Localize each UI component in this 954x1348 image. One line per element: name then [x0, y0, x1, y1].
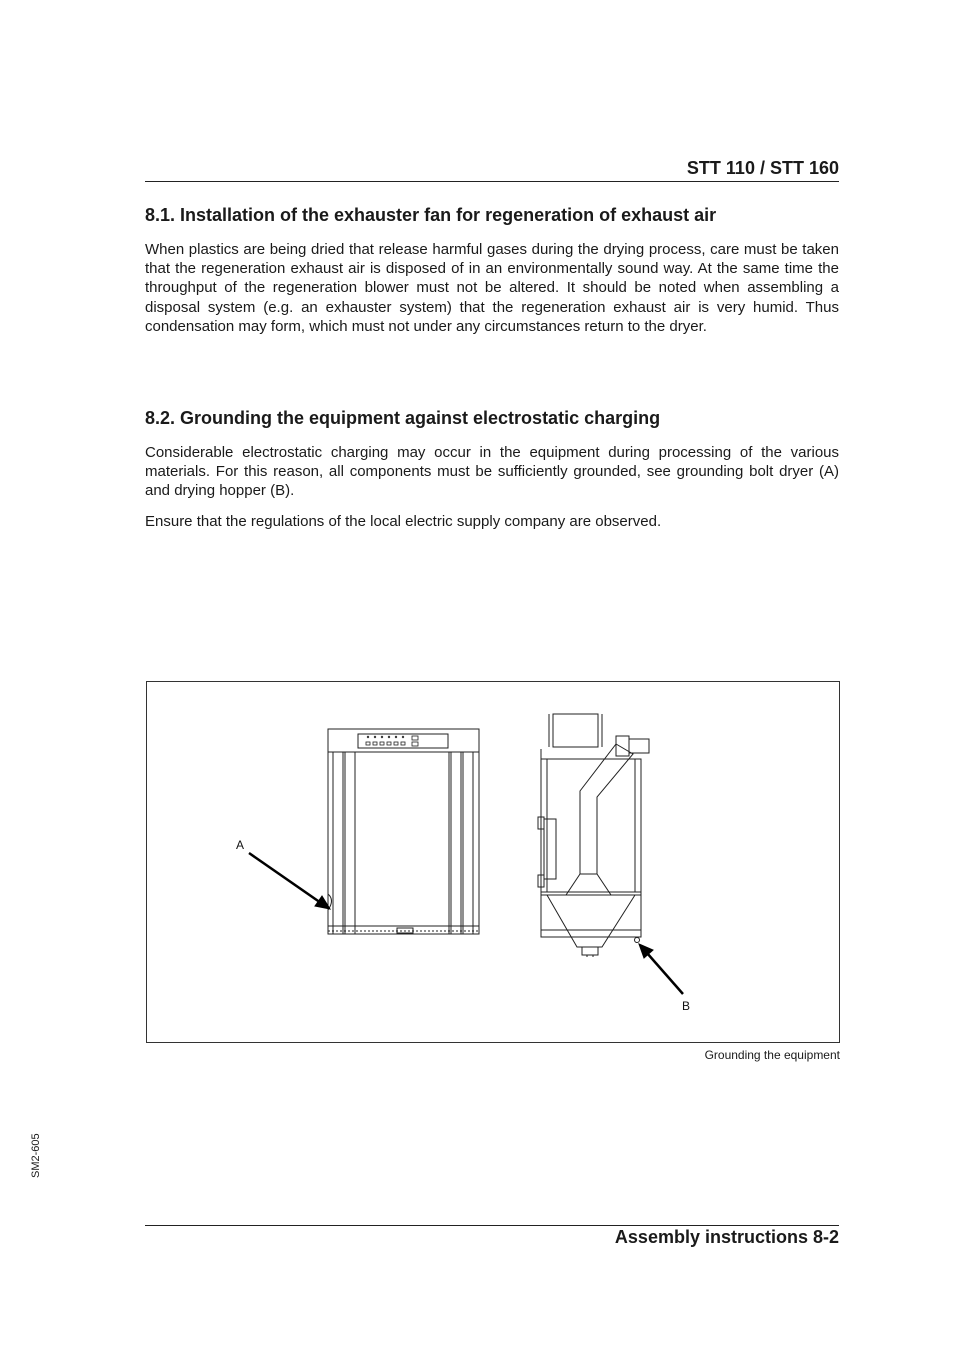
dryer-cabinet: [328, 729, 479, 934]
section-8-2-heading: 8.2. Grounding the equipment against electrostatic charging: [145, 408, 661, 428]
grounding-diagram: [147, 682, 839, 1042]
section-8-2-paragraph-1: Considerable electrostatic charging may occur in the equipment during processing of the various materials. For this reason, all components must be sufficiently grounded, see grounding bolt dryer (A) and drying hopper (B).: [145, 444, 839, 500]
drying-hopper: [538, 714, 649, 957]
document-code: SM2-605: [30, 1133, 42, 1178]
header-title: STT 110 / STT 160: [686, 158, 839, 178]
arrow-b-icon: [639, 944, 683, 994]
section-8-2-paragraph-2: Ensure that the regulations of the local electric supply company are observed.: [145, 513, 662, 530]
grounding-figure: [146, 681, 840, 1043]
label-b: B: [682, 999, 691, 1013]
footer-title: Assembly instructions 8-2: [614, 1227, 839, 1247]
header-rule: [145, 181, 839, 182]
label-a: A: [236, 838, 245, 852]
arrow-a-icon: [249, 853, 330, 909]
footer-rule: [145, 1225, 839, 1226]
section-8-1-heading: 8.1. Installation of the exhauster fan for regeneration of exhaust air: [145, 205, 717, 225]
figure-caption: Grounding the equipment: [704, 1048, 840, 1062]
section-8-1-paragraph: When plastics are being dried that release harmful gases during the drying process, care must be taken that the regeneration exhaust air is disposed of in an environmentally sound way. At the same time the throughput of the regeneration blower must not be altered. It should be noted when assembling a disposal system (e.g. an exhauster system) that the regeneration exhaust air is very humid. Thus condensation may form, which must not under any circumstances return to the dryer.: [145, 241, 839, 335]
